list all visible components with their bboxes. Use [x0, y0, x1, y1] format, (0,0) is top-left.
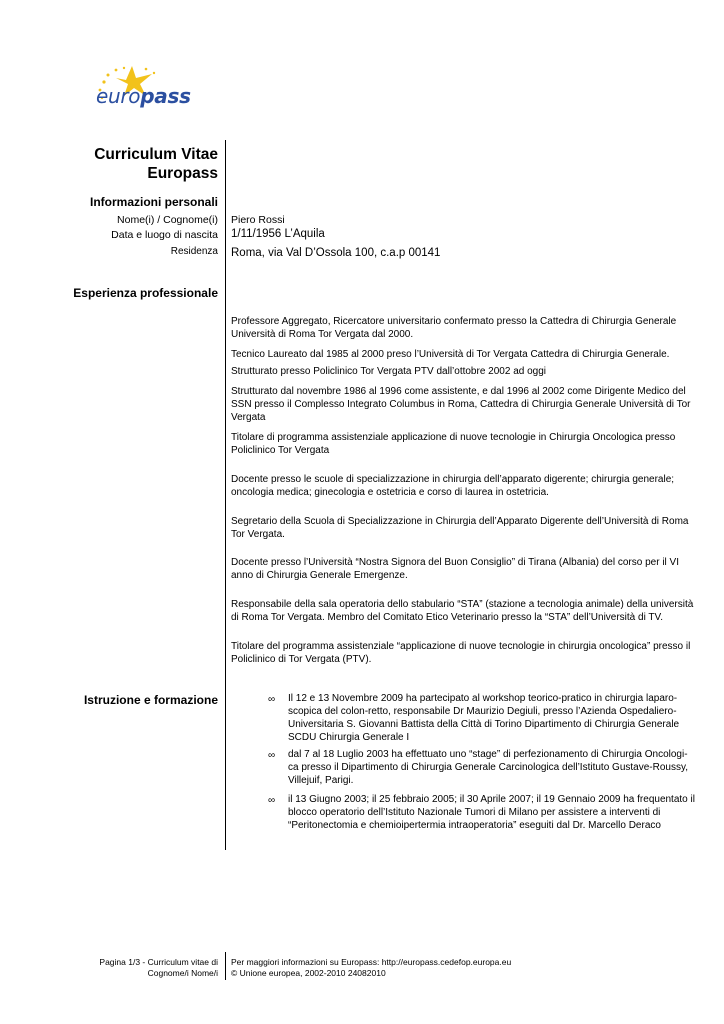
- experience-item: Titolare del programma assistenziale “applicazione di nuove tecnologie in chirurgia oncologica” presso il Policlinico di Tor Vergata (PTV).: [231, 641, 691, 665]
- experience-item: Strutturato presso Policlinico Tor Vergata PTV dall’ottobre 2002 ad oggi: [231, 366, 546, 377]
- experience-item: Docente presso le scuole di specializzazione in chirurgia dell’apparato digerente; chirurgia generale; oncologia medica; ginecologia e ostetricia e corso di laurea in ostetricia.: [231, 474, 675, 498]
- experience-item: Professore Aggregato, Ricercatore universitario confermato presso la Cattedra di Chirurgia Generale Università di Roma Tor Vergata dal 2000.: [231, 316, 677, 340]
- infinity-bullet-icon: ∞: [268, 795, 276, 806]
- experience-item: Titolare di programma assistenziale applicazione di nuove tecnologie in Chirurgia Oncologica presso Policlinico Tor Vergata: [231, 432, 676, 456]
- label-residence: Residenza: [170, 246, 218, 257]
- footer-copyright: Per maggiori informazioni su Europass: http://europass.cedefop.europa.eu © Unione europea, 2002-2010 24082010: [231, 957, 512, 978]
- experience-item: Segretario della Scuola di Specializzazione in Chirurgia dell’Apparato Digerente dell’Università di Roma Tor Vergata.: [231, 516, 689, 540]
- experience-item: Strutturato dal novembre 1986 al 1996 come assistente, e dal 1996 al 2002 come Dirigente Medico del SSN presso il Complesso Integrato Columbus in Roma, Cattedra di Chirurgia Generale Università di Tor Vergata: [231, 386, 691, 423]
- experience-item: Tecnico Laureato dal 1985 al 2000 preso l’Università di Tor Vergata Cattedra di Chirurgia Generale.: [231, 349, 670, 360]
- experience-item: Docente presso l’Università “Nostra Signora del Buon Consiglio” di Tirana (Albania) del corso per il VI anno di Chirurgia Generale Emergenze.: [231, 557, 679, 581]
- section-title-education: Istruzione e formazione: [83, 693, 218, 707]
- column-divider: [225, 140, 226, 850]
- label-birth: Data e luogo di nascita: [111, 229, 218, 241]
- europass-wordmark: europass: [96, 84, 191, 108]
- footer-divider: [225, 952, 226, 980]
- education-item: dal 7 al 18 Luglio 2003 ha effettuato uno “stage” di perfezionamento di Chirurgia Oncologi-ca presso il Dipartimento di Chirurgia Generale Carcinologica dell’Istituto Gustave-Roussy, Villejuif, Parigi.: [288, 749, 688, 786]
- education-item: Il 12 e 13 Novembre 2009 ha partecipato al workshop teorico-pratico in chirurgia laparo-scopica del colon-retto, responsabile Dr Maurizio Degiuli, presso l’Azienda Ospedaliero-Universitaria S. Giovanni Battista della Città di Torino Dipartimento di Chirurgia Generale SCDU Chirurgia Generale I: [288, 693, 680, 743]
- education-item: il 13 Giugno 2003; il 25 febbraio 2005; il 30 Aprile 2007; il 19 Gennaio 2009 ha frequentato il blocco operatorio dell’Istituto Nazionale Tumori di Milano per assistere a interventi di “Peritonectomia e chemioipertermia intraoperatoria” eseguiti dal Dr. Marcello Deraco: [288, 794, 695, 831]
- value-residence: Roma, via Val D’Ossola 100, c.a.p 00141: [231, 247, 441, 259]
- experience-item: Responsabile della sala operatoria dello stabulario “STA” (stazione a tecnologia animale) della università di Roma Tor Vergata. Membro del Comitato Etico Veterinario presso la “STA” dell’Università di TV.: [231, 599, 694, 623]
- footer-page-info: Pagina 1/3 - Curriculum vitae di Cognome/i Nome/i: [99, 957, 218, 978]
- value-birth: 1/11/1956 L’Aquila: [231, 228, 325, 240]
- infinity-bullet-icon: ∞: [268, 694, 276, 705]
- infinity-bullet-icon: ∞: [268, 750, 276, 761]
- value-name: Piero Rossi: [231, 214, 285, 226]
- cv-title: Curriculum Vitae Europass: [94, 146, 218, 182]
- section-title-experience: Esperienza professionale: [73, 286, 218, 300]
- label-name: Nome(i) / Cognome(i): [117, 214, 218, 226]
- section-title-personal: Informazioni personali: [89, 195, 218, 209]
